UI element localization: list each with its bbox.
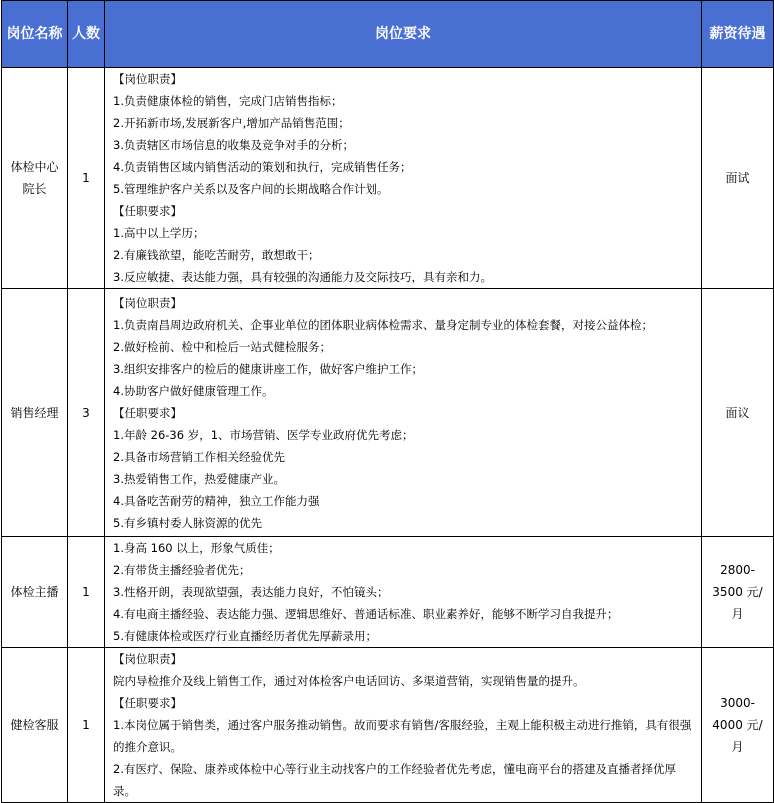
- table-row: [2, 537, 774, 648]
- requirement-line: 3.反应敏捷、表达能力强，具有较强的沟通能力及交际技巧，具有亲和力。: [113, 270, 492, 284]
- requirement-line: 3.性格开朗，表现欲望强，表达能力良好，不怕镜头；: [113, 585, 389, 599]
- job-salary: 3000-4000 元/月: [702, 648, 774, 803]
- job-requirements: [105, 68, 702, 289]
- job-table: [1, 0, 774, 803]
- job-count: 1: [68, 537, 105, 648]
- header-salary: 薪资待遇: [702, 1, 774, 68]
- job-count: 1: [68, 68, 105, 289]
- requirement-line: 1.本岗位属于销售类，通过客户服务推动销售。故而要求有销售/客服经验，主观上能积极主动进行推销，具有很强的推介意识。: [113, 718, 692, 754]
- job-title: 体检中心院长: [2, 68, 68, 289]
- requirement-line: 5.有健康体检或医疗行业直播经历者优先厚薪录用；: [113, 629, 377, 643]
- job-requirements: [105, 537, 702, 648]
- requirement-line: 院内导检推介及线上销售工作，通过对体检客户电话回访、多渠道营销，实现销售量的提升。: [113, 674, 585, 688]
- job-title: 体检主播: [2, 537, 68, 648]
- header-count: 人数: [68, 1, 105, 68]
- requirement-line: 3.热爱销售工作，热爱健康产业。: [113, 471, 285, 486]
- table-header-row: [2, 1, 774, 68]
- requirement-line: 【任职要求】: [113, 204, 182, 218]
- header-title: 岗位名称: [2, 1, 68, 68]
- requirement-line: 5.管理维护客户关系以及客户间的长期战略合作计划。: [113, 182, 389, 196]
- requirement-line: 【任职要求】: [113, 405, 182, 420]
- header-requirements: 岗位要求: [105, 1, 702, 68]
- job-count: 3: [68, 289, 105, 537]
- job-salary: 面试: [702, 68, 774, 289]
- requirement-line: 1.身高 160 以上，形象气质佳；: [113, 541, 280, 555]
- requirement-line: 4.协助客户做好健康管理工作。: [113, 383, 274, 398]
- requirement-line: 【岗位职责】: [113, 295, 182, 310]
- requirement-line: 2.有廉钱欲望，能吃苦耐劳，敢想敢干；: [113, 248, 320, 262]
- job-count: 1: [68, 648, 105, 803]
- requirement-line: 4.具备吃苦耐劳的精神，独立工作能力强: [113, 493, 320, 508]
- job-requirements: [105, 648, 702, 803]
- requirement-line: 3.负责辖区市场信息的收集及竞争对手的分析；: [113, 138, 354, 152]
- requirement-line: 1.负责健康体检的销售，完成门店销售指标；: [113, 94, 343, 108]
- requirement-line: 2.做好检前、检中和检后一站式健检服务；: [113, 339, 331, 354]
- requirement-line: 1.年龄 26-36 岁，1、市场营销、医学专业政府优先考虑；: [113, 427, 414, 442]
- requirement-line: 5.有乡镇村委人脉资源的优先: [113, 515, 262, 530]
- table-row: [2, 68, 774, 289]
- requirement-line: 【岗位职责】: [113, 652, 182, 666]
- job-requirements: [105, 289, 702, 537]
- requirement-line: 2.有带货主播经验者优先；: [113, 563, 251, 577]
- requirement-line: 4.有电商主播经验、表达能力强、逻辑思维好、普通话标准、职业素养好，能够不断学习自我提升；: [113, 607, 619, 621]
- requirement-line: 2.具备市场营销工作相关经验优先: [113, 449, 285, 464]
- table-row: [2, 289, 774, 537]
- job-title: 销售经理: [2, 289, 68, 537]
- job-salary: 2800-3500 元/月: [702, 537, 774, 648]
- job-salary: 面议: [702, 289, 774, 537]
- requirement-line: 1.负责南昌周边政府机关、企事业单位的团体职业病体检需求、量身定制专业的体检套餐，对接公益体检；: [113, 317, 653, 332]
- requirement-line: 3.组织安排客户的检后的健康讲座工作，做好客户维护工作；: [113, 361, 423, 376]
- requirement-line: 2.有医疗、保险、康养或体检中心等行业主动找客户的工作经验者优先考虑，懂电商平台的搭建及直播者择优厚录。: [113, 762, 676, 798]
- table-row: [2, 648, 774, 803]
- requirement-line: 【任职要求】: [113, 696, 182, 710]
- requirement-line: 【岗位职责】: [113, 72, 182, 86]
- job-title: 健检客服: [2, 648, 68, 803]
- requirement-line: 1.高中以上学历；: [113, 226, 205, 240]
- requirement-line: 4.负责销售区域内销售活动的策划和执行，完成销售任务；: [113, 160, 412, 174]
- requirement-line: 2.开拓新市场,发展新客户,增加产品销售范围；: [113, 116, 350, 130]
